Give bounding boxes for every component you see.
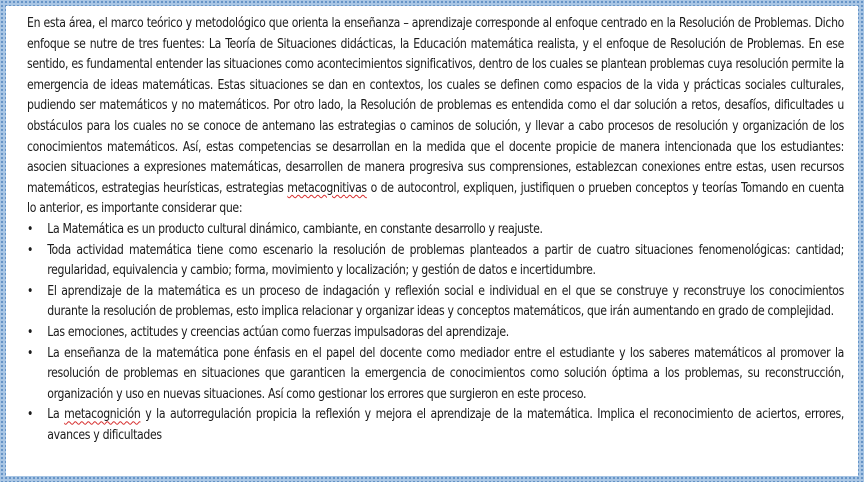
list-item-text: La Matemática es un producto cultural dinámico, cambiante, en constante desarrollo y reajuste. xyxy=(47,221,543,237)
bullet-icon: • xyxy=(27,345,34,361)
list-item xyxy=(27,220,844,241)
list-item-text-pre: La xyxy=(47,407,65,423)
list-item xyxy=(27,323,844,344)
spellcheck-flagged-word: metacognición xyxy=(64,407,141,423)
principles-list xyxy=(27,220,844,447)
list-item xyxy=(27,241,844,282)
spellcheck-flagged-word: metacognitivas xyxy=(287,180,367,196)
bullet-icon: • xyxy=(27,407,34,423)
intro-paragraph xyxy=(27,14,844,220)
list-item-text-post: y la autorregulación propicia la reflexión y mejora el aprendizaje de la matemática. Implica el reconocimiento de aciertos, errores, avances y dificultades xyxy=(47,407,845,443)
document-body xyxy=(27,14,844,446)
list-item-text: El aprendizaje de la matemática es un proceso de indagación y reflexión social e individual en el que se construye y reconstruye los conocimientos durante la resolución de problemas, esto implica relacionar y organizar ideas y conceptos matemáticos, que irán aumentando en grado de complejidad. xyxy=(47,283,845,320)
list-item xyxy=(27,405,844,446)
list-item xyxy=(27,282,844,323)
text-box xyxy=(6,6,858,476)
list-item xyxy=(27,344,844,406)
intro-text-part2: o de autocontrol, expliquen, justifiquen o prueben conceptos y teorías Tomando en cuenta lo anterior, es importante considerar que: xyxy=(27,180,845,217)
list-item-text: Las emociones, actitudes y creencias actúan como fuerzas impulsadoras del aprendizaje. xyxy=(47,324,509,340)
bullet-icon: • xyxy=(27,283,34,299)
bullet-icon: • xyxy=(27,221,34,237)
list-item-text: Toda actividad matemática tiene como escenario la resolución de problemas planteados a partir de cuatro situaciones fenomenológicas: cantidad; regularidad, equivalencia y cambio; forma, movimiento y localización; y gestión de datos e incertidumbre. xyxy=(47,242,845,279)
list-item-text: La enseñanza de la matemática pone énfasis en el papel del docente como mediador entre el estudiante y los saberes matemáticos al promover la resolución de problemas en situaciones que garanticen la emergencia de conocimientos como solución óptima a los problemas, su reconstrucción, organización y uso en nuevas situaciones. Así como gestionar los errores que surgieron en este proceso. xyxy=(47,345,845,402)
intro-text-part1: En esta área, el marco teórico y metodológico que orienta la enseñanza – aprendizaje corresponde al enfoque centrado en la Resolución de Problemas. Dicho enfoque se nutre de tres fuentes: La Teoría de Situaciones didácticas, la Educación matemática realista, y el enfoque de Resolución de Problemas. En ese sentido, es fundamental entender las situaciones como acontecimientos significativos, dentro de los cuales se plantean problemas cuya resolución permite la emergencia de ideas matemáticas. Estas situaciones se dan en contextos, los cuales se definen como espacios de la vida y prácticas sociales culturales, pudiendo ser matemáticos y no matemáticos. Por otro lado, la Resolución de problemas es entendida como el dar solución a retos, desafíos, dificultades u obstáculos para los cuales no se conoce de antemano las estrategias o caminos de solución, y llevar a cabo procesos de resolución y organización de los conocimientos matemáticos. Así, estas competencias se desarrollan en la medida que el docente propicie de manera intencionada que los estudiantes: asocien situaciones a expresiones matemáticas, desarrollen de manera progresiva sus comprensiones, establezcan conexiones entre estas, usen recursos matemáticos, estrategias heurísticas, estrategias xyxy=(27,16,845,196)
bullet-icon: • xyxy=(27,242,34,258)
bullet-icon: • xyxy=(27,324,34,340)
